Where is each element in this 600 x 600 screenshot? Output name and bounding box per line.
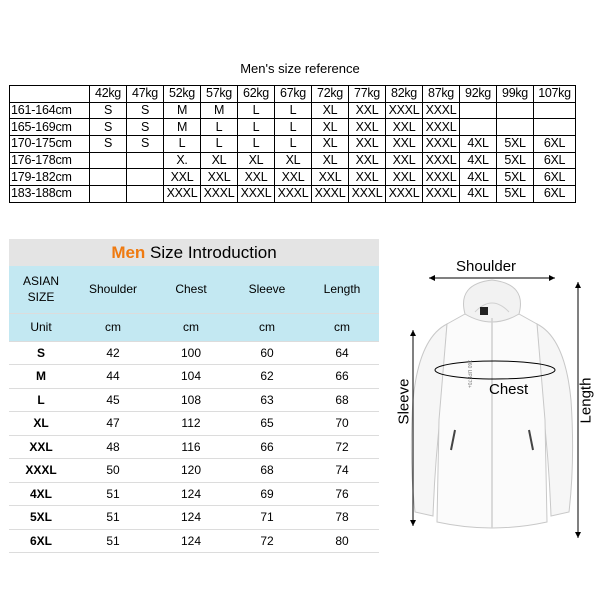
size-cell: 6XL — [534, 169, 576, 186]
chest-label: Chest — [489, 381, 529, 398]
measurement-cell: 66 — [229, 435, 305, 459]
size-label: XL — [9, 412, 73, 436]
measurement-cell: 65 — [229, 412, 305, 436]
size-cell: L — [164, 136, 201, 153]
size-cell: XXXL — [423, 136, 460, 153]
size-cell: XXL — [349, 136, 386, 153]
size-cell: S — [127, 119, 164, 136]
size-cell: L — [238, 136, 275, 153]
size-cell: XXXL — [201, 186, 238, 203]
measurement-cell: 100 — [153, 341, 229, 365]
measurement-cell: 63 — [229, 388, 305, 412]
weight-header: 107kg — [534, 86, 576, 103]
measurement-cell: 60 — [229, 341, 305, 365]
size-cell: XXL — [386, 119, 423, 136]
size-row — [9, 459, 379, 483]
weight-header: 62kg — [238, 86, 275, 103]
measurement-cell: 71 — [229, 506, 305, 530]
size-cell — [534, 119, 576, 136]
column-header: Sleeve — [229, 266, 305, 313]
column-header: Length — [305, 266, 379, 313]
size-cell: XL — [238, 152, 275, 169]
unit-cell: cm — [229, 313, 305, 341]
weight-header: 77kg — [349, 86, 386, 103]
size-cell: S — [90, 136, 127, 153]
size-cell: S — [90, 102, 127, 119]
size-cell: L — [275, 119, 312, 136]
reference-row — [10, 102, 576, 119]
size-cell: XXL — [349, 119, 386, 136]
size-row — [9, 412, 379, 436]
unit-cell: cm — [153, 313, 229, 341]
measurement-cell: 42 — [73, 341, 153, 365]
title-rest: Size Introduction — [145, 243, 277, 262]
size-cell: XL — [275, 152, 312, 169]
size-cell: S — [90, 119, 127, 136]
unit-cell: Unit — [9, 313, 73, 341]
size-cell: X. — [164, 152, 201, 169]
size-cell: 5XL — [497, 152, 534, 169]
size-label: XXL — [9, 435, 73, 459]
size-cell: S — [127, 136, 164, 153]
measurement-cell: 68 — [229, 459, 305, 483]
size-reference-table — [9, 85, 576, 203]
size-cell: XL — [312, 152, 349, 169]
height-cell: 176-178cm — [10, 152, 90, 169]
size-cell: XXL — [164, 169, 201, 186]
size-cell: 5XL — [497, 136, 534, 153]
reference-header-row — [10, 86, 576, 103]
size-cell: L — [201, 136, 238, 153]
corner-cell — [10, 86, 90, 103]
measurement-cell: 124 — [153, 506, 229, 530]
height-cell: 161-164cm — [10, 102, 90, 119]
size-cell: XXL — [349, 102, 386, 119]
height-cell: 165-169cm — [10, 119, 90, 136]
size-row — [9, 506, 379, 530]
size-cell: XXL — [386, 136, 423, 153]
weight-header: 92kg — [460, 86, 497, 103]
title-accent: Men — [111, 243, 146, 262]
size-cell: 4XL — [460, 186, 497, 203]
size-cell: 6XL — [534, 152, 576, 169]
size-row — [9, 341, 379, 365]
size-cell: L — [275, 136, 312, 153]
measurement-cell: 120 — [153, 459, 229, 483]
reference-row — [10, 186, 576, 203]
jacket-diagram — [385, 250, 600, 580]
size-cell: M — [164, 119, 201, 136]
height-cell: 183-188cm — [10, 186, 90, 203]
size-cell: XXXL — [423, 186, 460, 203]
size-cell — [497, 119, 534, 136]
weight-header: 82kg — [386, 86, 423, 103]
size-cell: XXL — [386, 152, 423, 169]
size-cell: XXXL — [164, 186, 201, 203]
size-cell — [127, 152, 164, 169]
size-cell: XL — [312, 119, 349, 136]
size-cell: 6XL — [534, 136, 576, 153]
size-cell: XXXL — [423, 152, 460, 169]
weight-header: 87kg — [423, 86, 460, 103]
weight-header: 52kg — [164, 86, 201, 103]
size-cell: 4XL — [460, 136, 497, 153]
measurement-cell: 124 — [153, 482, 229, 506]
size-cell: XXL — [349, 169, 386, 186]
size-introduction-panel — [9, 239, 379, 553]
size-row — [9, 365, 379, 389]
measurement-cell: 69 — [229, 482, 305, 506]
size-cell: XXL — [349, 152, 386, 169]
unit-cell: cm — [73, 313, 153, 341]
measurement-cell: 74 — [305, 459, 379, 483]
size-cell: L — [275, 102, 312, 119]
size-label: M — [9, 365, 73, 389]
column-header: Chest — [153, 266, 229, 313]
size-cell: XXXL — [423, 119, 460, 136]
size-cell — [460, 102, 497, 119]
size-label: XXXL — [9, 459, 73, 483]
size-cell: XL — [312, 102, 349, 119]
size-cell: L — [238, 102, 275, 119]
sleeve-label: Sleeve — [395, 378, 413, 425]
reference-row — [10, 152, 576, 169]
measurement-cell: 104 — [153, 365, 229, 389]
size-label: S — [9, 341, 73, 365]
measurement-cell: 76 — [305, 482, 379, 506]
unit-cell: cm — [305, 313, 379, 341]
shoulder-label: Shoulder — [456, 258, 517, 275]
length-label: Length — [577, 377, 595, 424]
size-label: 5XL — [9, 506, 73, 530]
size-cell — [497, 102, 534, 119]
measurement-cell: 44 — [73, 365, 153, 389]
measurement-cell: 78 — [305, 506, 379, 530]
size-cell: L — [238, 119, 275, 136]
reference-title: Men's size reference — [240, 61, 360, 76]
size-cell: 6XL — [534, 186, 576, 203]
size-cell: L — [201, 119, 238, 136]
weight-header: 42kg — [90, 86, 127, 103]
measurement-cell: 108 — [153, 388, 229, 412]
size-label: 4XL — [9, 482, 73, 506]
size-cell: 4XL — [460, 169, 497, 186]
measurement-cell: 45 — [73, 388, 153, 412]
print-text: 360 UPF70+ — [466, 360, 472, 389]
measurement-cell: 80 — [305, 529, 379, 553]
measurement-cell: 62 — [229, 365, 305, 389]
size-cell: XL — [201, 152, 238, 169]
intro-header-row — [9, 266, 379, 313]
size-cell: XXXL — [423, 169, 460, 186]
weight-header: 67kg — [275, 86, 312, 103]
size-cell — [127, 186, 164, 203]
measurement-cell: 51 — [73, 482, 153, 506]
size-cell: 5XL — [497, 169, 534, 186]
size-cell — [90, 152, 127, 169]
measurement-cell: 116 — [153, 435, 229, 459]
height-cell: 179-182cm — [10, 169, 90, 186]
column-header: ASIAN SIZE — [9, 266, 73, 313]
jacket-illustration — [385, 250, 600, 580]
size-cell: XXXL — [423, 102, 460, 119]
size-cell: XXXL — [238, 186, 275, 203]
measurement-cell: 51 — [73, 529, 153, 553]
height-cell: 170-175cm — [10, 136, 90, 153]
size-row — [9, 388, 379, 412]
weight-header: 47kg — [127, 86, 164, 103]
weight-header: 57kg — [201, 86, 238, 103]
logo-mark — [480, 307, 488, 315]
size-cell: XXXL — [275, 186, 312, 203]
size-cell — [534, 102, 576, 119]
reference-row — [10, 119, 576, 136]
size-cell — [90, 186, 127, 203]
size-cell: 5XL — [497, 186, 534, 203]
size-cell: XXXL — [312, 186, 349, 203]
reference-row — [10, 136, 576, 153]
measurement-cell: 48 — [73, 435, 153, 459]
size-row — [9, 482, 379, 506]
measurement-cell: 124 — [153, 529, 229, 553]
measurement-cell: 64 — [305, 341, 379, 365]
size-cell: XXL — [275, 169, 312, 186]
size-introduction-title — [9, 239, 379, 266]
measurement-cell: 70 — [305, 412, 379, 436]
weight-header: 99kg — [497, 86, 534, 103]
measurement-cell: 72 — [229, 529, 305, 553]
measurement-cell: 47 — [73, 412, 153, 436]
size-cell — [460, 119, 497, 136]
size-row — [9, 435, 379, 459]
size-cell — [90, 169, 127, 186]
size-cell: XXL — [312, 169, 349, 186]
unit-row — [9, 313, 379, 341]
jacket-hood — [464, 280, 521, 322]
size-cell: M — [201, 102, 238, 119]
measurement-cell: 112 — [153, 412, 229, 436]
size-cell: 4XL — [460, 152, 497, 169]
size-cell: M — [164, 102, 201, 119]
size-cell — [127, 169, 164, 186]
size-label: L — [9, 388, 73, 412]
size-cell: XXXL — [386, 186, 423, 203]
size-cell: XXXL — [349, 186, 386, 203]
size-cell: XXL — [386, 169, 423, 186]
weight-header: 72kg — [312, 86, 349, 103]
measurement-cell: 72 — [305, 435, 379, 459]
reference-row — [10, 169, 576, 186]
size-cell: XXL — [201, 169, 238, 186]
measurement-cell: 68 — [305, 388, 379, 412]
measurement-cell: 66 — [305, 365, 379, 389]
size-introduction-table — [9, 266, 379, 553]
column-header: Shoulder — [73, 266, 153, 313]
size-label: 6XL — [9, 529, 73, 553]
size-cell: XXL — [238, 169, 275, 186]
size-row — [9, 529, 379, 553]
size-cell: XXXL — [386, 102, 423, 119]
measurement-cell: 51 — [73, 506, 153, 530]
measurement-cell: 50 — [73, 459, 153, 483]
size-cell: S — [127, 102, 164, 119]
size-cell: XL — [312, 136, 349, 153]
